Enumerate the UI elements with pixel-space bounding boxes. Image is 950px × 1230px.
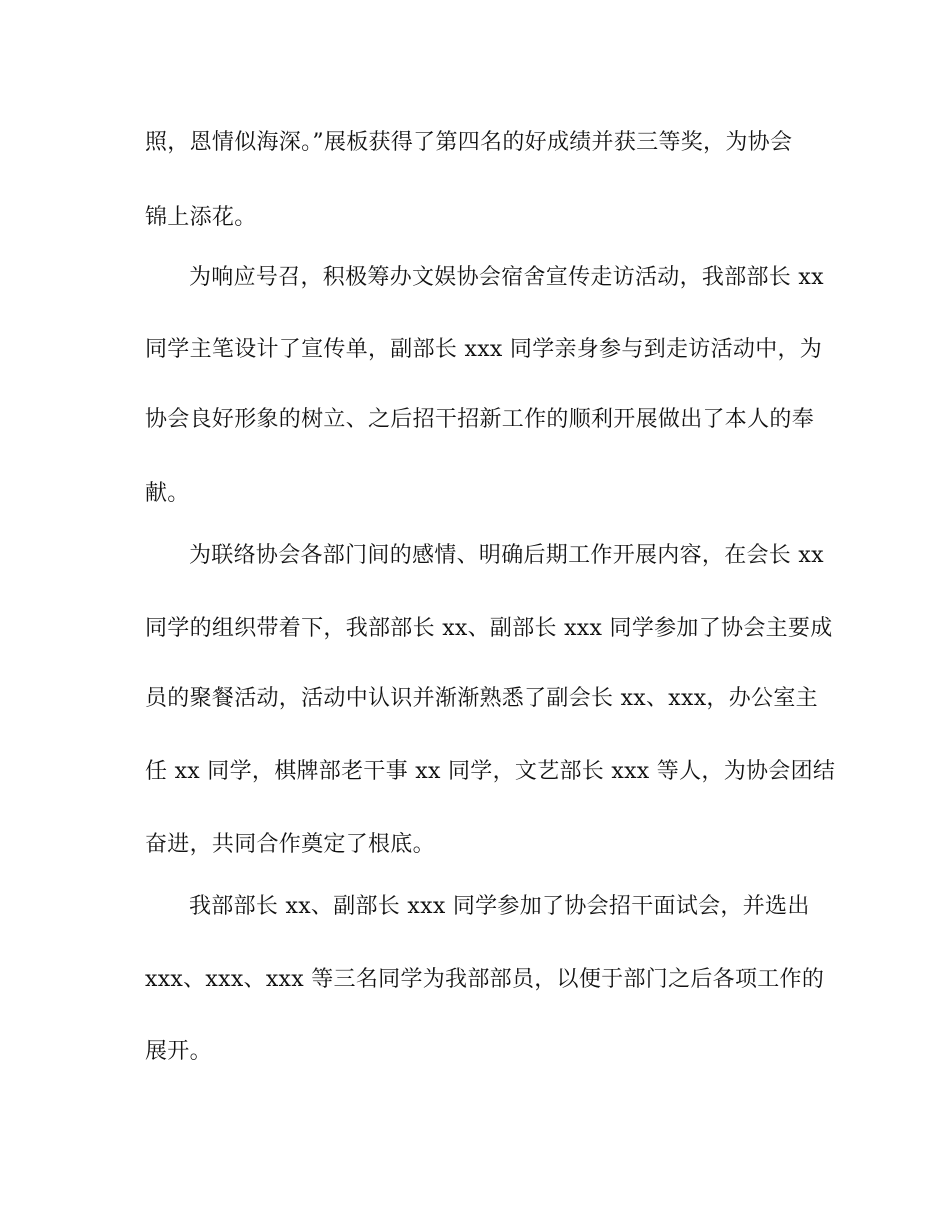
paragraph-first-line: 为响应号召，积极筹办文娱协会宿舍宣传走访活动，我部部长 xx xyxy=(189,265,824,290)
text-line: 展开。 xyxy=(145,1039,212,1064)
text-line: 员的聚餐活动，活动中认识并渐渐熟悉了副会长 xx、xxx，办公室主 xyxy=(145,686,818,711)
paragraph-first-line: 我部部长 xx、副部长 xxx 同学参加了协会招干面试会，并选出 xyxy=(189,894,810,919)
text-line: 协会良好形象的树立、之后招干招新工作的顺利开展做出了本人的奉 xyxy=(145,407,815,432)
text-line: 同学主笔设计了宣传单，副部长 xxx 同学亲身参与到走访活动中，为 xyxy=(145,337,823,362)
text-line: 奋进，共同合作奠定了根底。 xyxy=(145,832,435,857)
text-line: 献。 xyxy=(145,481,190,506)
paragraph-first-line: 为联络协会各部门间的感情、明确后期工作开展内容，在会长 xx xyxy=(189,543,824,568)
text-line: 任 xx 同学，棋牌部老干事 xx 同学，文艺部长 xxx 等人，为协会团结 xyxy=(145,759,836,784)
text-line: xxx、xxx、xxx 等三名同学为我部部员，以便于部门之后各项工作的 xyxy=(145,967,825,992)
text-line: 照，恩情似海深。”展板获得了第四名的好成绩并获三等奖，为协会 xyxy=(145,130,793,155)
text-line: 同学的组织带着下，我部部长 xx、副部长 xxx 同学参加了协会主要成 xyxy=(145,616,833,641)
text-line: 锦上添花。 xyxy=(145,205,257,230)
